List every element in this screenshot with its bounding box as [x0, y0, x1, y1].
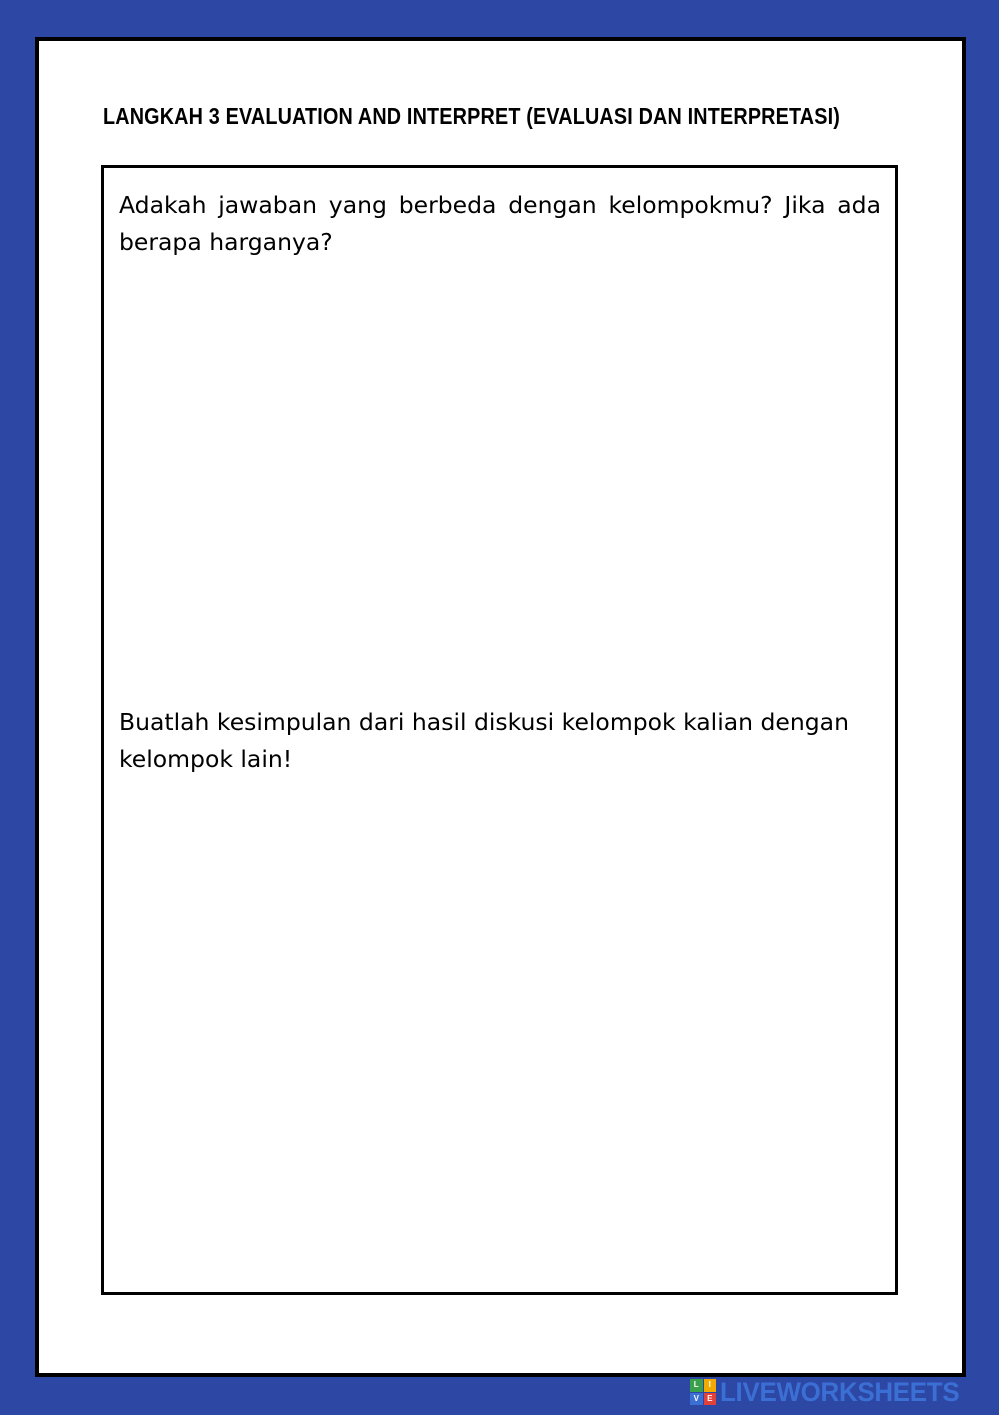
- logo-letter-i: I: [704, 1379, 717, 1392]
- logo-letter-e: E: [704, 1393, 717, 1406]
- liveworksheets-logo-icon: [690, 1379, 716, 1405]
- question-1-text: Adakah jawaban yang berbeda dengan kelompokmu? Jika ada berapa harganya?: [119, 191, 881, 256]
- liveworksheets-brand: [690, 1375, 969, 1409]
- section-heading: LANGKAH 3 EVALUATION AND INTERPRET (EVALUASI DAN INTERPRETASI): [103, 103, 841, 129]
- question-2-text: Buatlah kesimpulan dari hasil diskusi kelompok kalian dengan kelompok lain!: [119, 708, 849, 773]
- logo-letter-v: V: [690, 1393, 703, 1406]
- answer-box: [101, 165, 898, 1295]
- liveworksheets-wordmark: LIVEWORKSHEETS: [720, 1376, 960, 1407]
- worksheet-page: [35, 37, 966, 1377]
- answer-1-field[interactable]: [119, 268, 881, 678]
- answer-2-field[interactable]: [119, 788, 881, 1278]
- logo-letter-l: L: [690, 1379, 703, 1392]
